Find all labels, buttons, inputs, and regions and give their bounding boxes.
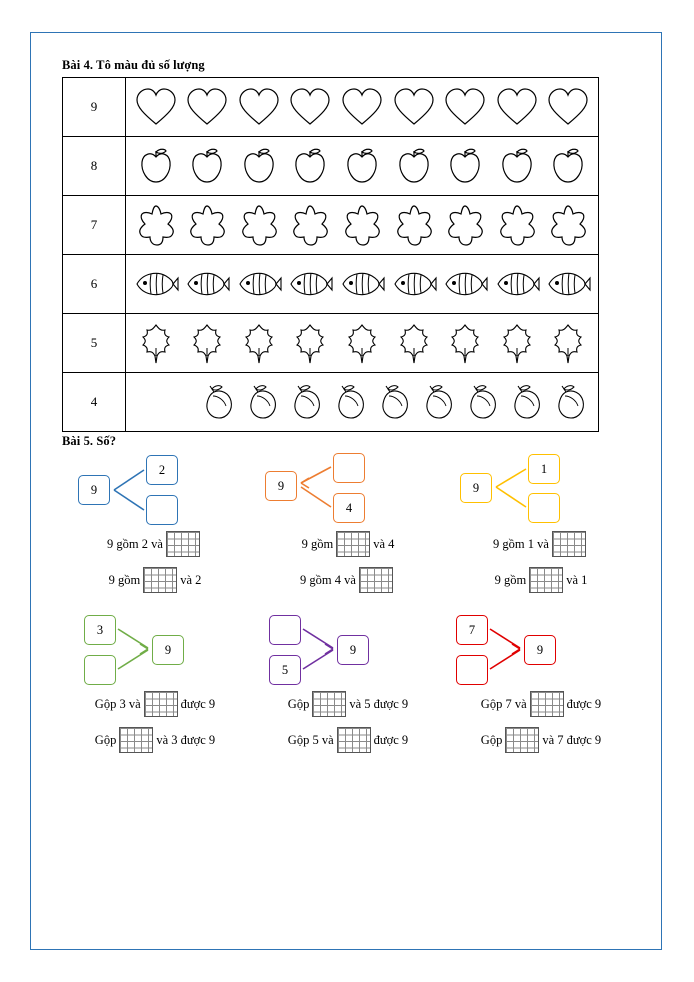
- sentence-3a: [448, 527, 634, 561]
- sentence-5b-suffix: được 9: [373, 732, 409, 747]
- bond-part-top-orange[interactable]: [333, 453, 365, 483]
- mango-icon: [332, 382, 370, 422]
- bond-whole-red[interactable]: 9: [524, 635, 556, 665]
- leaf-icon: [392, 321, 436, 365]
- bond-whole-blue[interactable]: 9: [78, 475, 110, 505]
- sentence-5a: [255, 687, 441, 721]
- star-icon: [392, 203, 436, 247]
- apple-icon: [238, 145, 280, 187]
- shape-row-apples: [126, 137, 598, 195]
- row-number: 8: [63, 137, 126, 196]
- bond-part-bottom-red[interactable]: [456, 655, 488, 685]
- sentence-5a-suffix: và 5 được 9: [349, 696, 409, 711]
- apple-icon: [444, 145, 486, 187]
- star-icon: [443, 203, 487, 247]
- answer-blank[interactable]: [143, 567, 177, 593]
- table-row: [63, 78, 599, 137]
- row-number: 5: [63, 314, 126, 373]
- exercise-5-body: [62, 453, 634, 757]
- merge-group-1: [62, 613, 248, 721]
- sentence-4b-prefix: Gộp: [94, 732, 117, 747]
- sentence-6a-suffix: được 9: [566, 696, 602, 711]
- bond-part-bottom-blue[interactable]: [146, 495, 178, 525]
- sentence-4a-suffix: được 9: [180, 696, 216, 711]
- table-row: [63, 196, 599, 255]
- star-icon: [340, 203, 384, 247]
- leaf-icon: [546, 321, 590, 365]
- exercise-4-heading: Bài 4. Tô màu đủ số lượng: [62, 58, 205, 72]
- heart-icon: [340, 87, 384, 127]
- bond-whole-green[interactable]: 9: [152, 635, 184, 665]
- worksheet-content: [62, 58, 634, 757]
- sentence-3a-prefix: 9 gồm 1 và: [493, 536, 549, 551]
- mango-icon: [288, 382, 326, 422]
- bond-part-top-yellow[interactable]: 1: [528, 454, 560, 484]
- fish-icon: [494, 267, 540, 301]
- bond-part-bottom-green[interactable]: [84, 655, 116, 685]
- shape-row-fish: [126, 255, 598, 313]
- answer-blank[interactable]: [119, 727, 153, 753]
- number-bond-blue: [62, 453, 248, 527]
- answer-blank[interactable]: [166, 531, 200, 557]
- row-number: 6: [63, 255, 126, 314]
- sentence-4b-suffix: và 3 được 9: [156, 732, 216, 747]
- bond-whole-orange[interactable]: 9: [265, 471, 297, 501]
- answer-blank[interactable]: [552, 531, 586, 557]
- shape-row-mangoes: [126, 373, 598, 431]
- leaf-icon: [134, 321, 178, 365]
- fish-icon: [287, 267, 333, 301]
- answer-blank[interactable]: [312, 691, 346, 717]
- leaf-icon: [495, 321, 539, 365]
- sentence-4a-prefix: Gộp 3 và: [94, 696, 141, 711]
- table-row: [63, 137, 599, 196]
- star-icon: [288, 203, 332, 247]
- merge-group-2: [255, 613, 441, 721]
- star-icon: [546, 203, 590, 247]
- apple-icon: [135, 145, 177, 187]
- sentence-2a: [255, 527, 441, 561]
- fish-icon: [184, 267, 230, 301]
- mango-icon: [552, 382, 590, 422]
- sentence-5a-prefix: Gộp: [287, 696, 310, 711]
- number-bond-purple: [255, 613, 441, 687]
- merge-sentence-row-2: [62, 723, 634, 757]
- sentence-1b: [62, 563, 248, 597]
- answer-blank[interactable]: [529, 567, 563, 593]
- bond-part-top-green[interactable]: 3: [84, 615, 116, 645]
- shape-row-leaves: [126, 314, 598, 372]
- bond-part-bottom-purple[interactable]: 5: [269, 655, 301, 685]
- number-bond-yellow: [448, 453, 634, 527]
- answer-blank[interactable]: [530, 691, 564, 717]
- star-icon: [185, 203, 229, 247]
- sentence-5b: [255, 723, 441, 757]
- sentence-1b-suffix: và 2: [180, 572, 202, 587]
- table-row: [63, 373, 599, 432]
- number-bond-orange: [255, 453, 441, 527]
- leaf-icon: [237, 321, 281, 365]
- exercise-5-heading: Bài 5. Số?: [62, 434, 117, 448]
- fish-icon: [442, 267, 488, 301]
- sentence-3b-suffix: và 1: [566, 572, 588, 587]
- heart-icon: [495, 87, 539, 127]
- heart-icon: [392, 87, 436, 127]
- bond-part-top-blue[interactable]: 2: [146, 455, 178, 485]
- heart-icon: [134, 87, 178, 127]
- sentence-1b-prefix: 9 gồm: [108, 572, 141, 587]
- exercise-4-table: [62, 77, 599, 432]
- heart-icon: [237, 87, 281, 127]
- fish-icon: [545, 267, 591, 301]
- heart-icon: [288, 87, 332, 127]
- answer-blank[interactable]: [336, 531, 370, 557]
- heart-icon: [546, 87, 590, 127]
- sentence-6b-suffix: và 7 được 9: [542, 732, 602, 747]
- apple-icon: [186, 145, 228, 187]
- star-icon: [237, 203, 281, 247]
- bond-part-top-purple[interactable]: [269, 615, 301, 645]
- leaf-icon: [288, 321, 332, 365]
- sentence-1a: [62, 527, 248, 561]
- sentence-2b-prefix: 9 gồm 4 và: [300, 572, 356, 587]
- sentence-6a: [448, 687, 634, 721]
- apple-icon: [496, 145, 538, 187]
- row-number: 7: [63, 196, 126, 255]
- sentence-5b-prefix: Gộp 5 và: [287, 732, 334, 747]
- apple-icon: [341, 145, 383, 187]
- table-row: [63, 314, 599, 373]
- sentence-6b: [448, 723, 634, 757]
- mango-icon: [376, 382, 414, 422]
- merge-diagram-row: [62, 613, 634, 721]
- heart-icon: [185, 87, 229, 127]
- sentence-1a-prefix: 9 gồm 2 và: [107, 536, 163, 551]
- star-icon: [134, 203, 178, 247]
- sentence-2a-suffix: và 4: [373, 536, 395, 551]
- merge-group-3: [448, 613, 634, 721]
- sentence-2b: [255, 563, 441, 597]
- mango-icon: [200, 382, 238, 422]
- fish-icon: [236, 267, 282, 301]
- sentence-6b-prefix: Gộp: [480, 732, 503, 747]
- sentence-4a: [62, 687, 248, 721]
- answer-blank[interactable]: [144, 691, 178, 717]
- answer-blank[interactable]: [359, 567, 393, 593]
- mango-icon: [508, 382, 546, 422]
- heart-icon: [443, 87, 487, 127]
- mango-icon: [244, 382, 282, 422]
- sentence-2a-prefix: 9 gồm: [301, 536, 334, 551]
- leaf-icon: [340, 321, 384, 365]
- split-group-2: [255, 453, 441, 561]
- star-icon: [495, 203, 539, 247]
- bond-part-top-red[interactable]: 7: [456, 615, 488, 645]
- apple-icon: [547, 145, 589, 187]
- sentence-3b: [448, 563, 634, 597]
- leaf-icon: [185, 321, 229, 365]
- mango-icon: [464, 382, 502, 422]
- apple-icon: [393, 145, 435, 187]
- answer-blank[interactable]: [505, 727, 539, 753]
- sentence-6a-prefix: Gộp 7 và: [480, 696, 527, 711]
- bond-whole-purple[interactable]: 9: [337, 635, 369, 665]
- mango-icon: [420, 382, 458, 422]
- row-number: 9: [63, 78, 126, 137]
- shape-row-stars: [126, 196, 598, 254]
- apple-icon: [289, 145, 331, 187]
- spacer: [62, 597, 634, 613]
- table-row: [63, 255, 599, 314]
- number-bond-green: [62, 613, 248, 687]
- sentence-3b-prefix: 9 gồm: [494, 572, 527, 587]
- row-number: 4: [63, 373, 126, 432]
- shape-row-hearts: [126, 78, 598, 136]
- fish-icon: [133, 267, 179, 301]
- answer-blank[interactable]: [337, 727, 371, 753]
- fish-icon: [391, 267, 437, 301]
- split-group-3: [448, 453, 634, 561]
- number-bond-red: [448, 613, 634, 687]
- split-group-1: [62, 453, 248, 561]
- sentence-4b: [62, 723, 248, 757]
- leaf-icon: [443, 321, 487, 365]
- split-diagram-row: [62, 453, 634, 561]
- fish-icon: [339, 267, 385, 301]
- bond-part-bottom-orange[interactable]: 4: [333, 493, 365, 523]
- bond-part-bottom-yellow[interactable]: [528, 493, 560, 523]
- bond-whole-yellow[interactable]: 9: [460, 473, 492, 503]
- split-sentence-row-2: [62, 563, 634, 597]
